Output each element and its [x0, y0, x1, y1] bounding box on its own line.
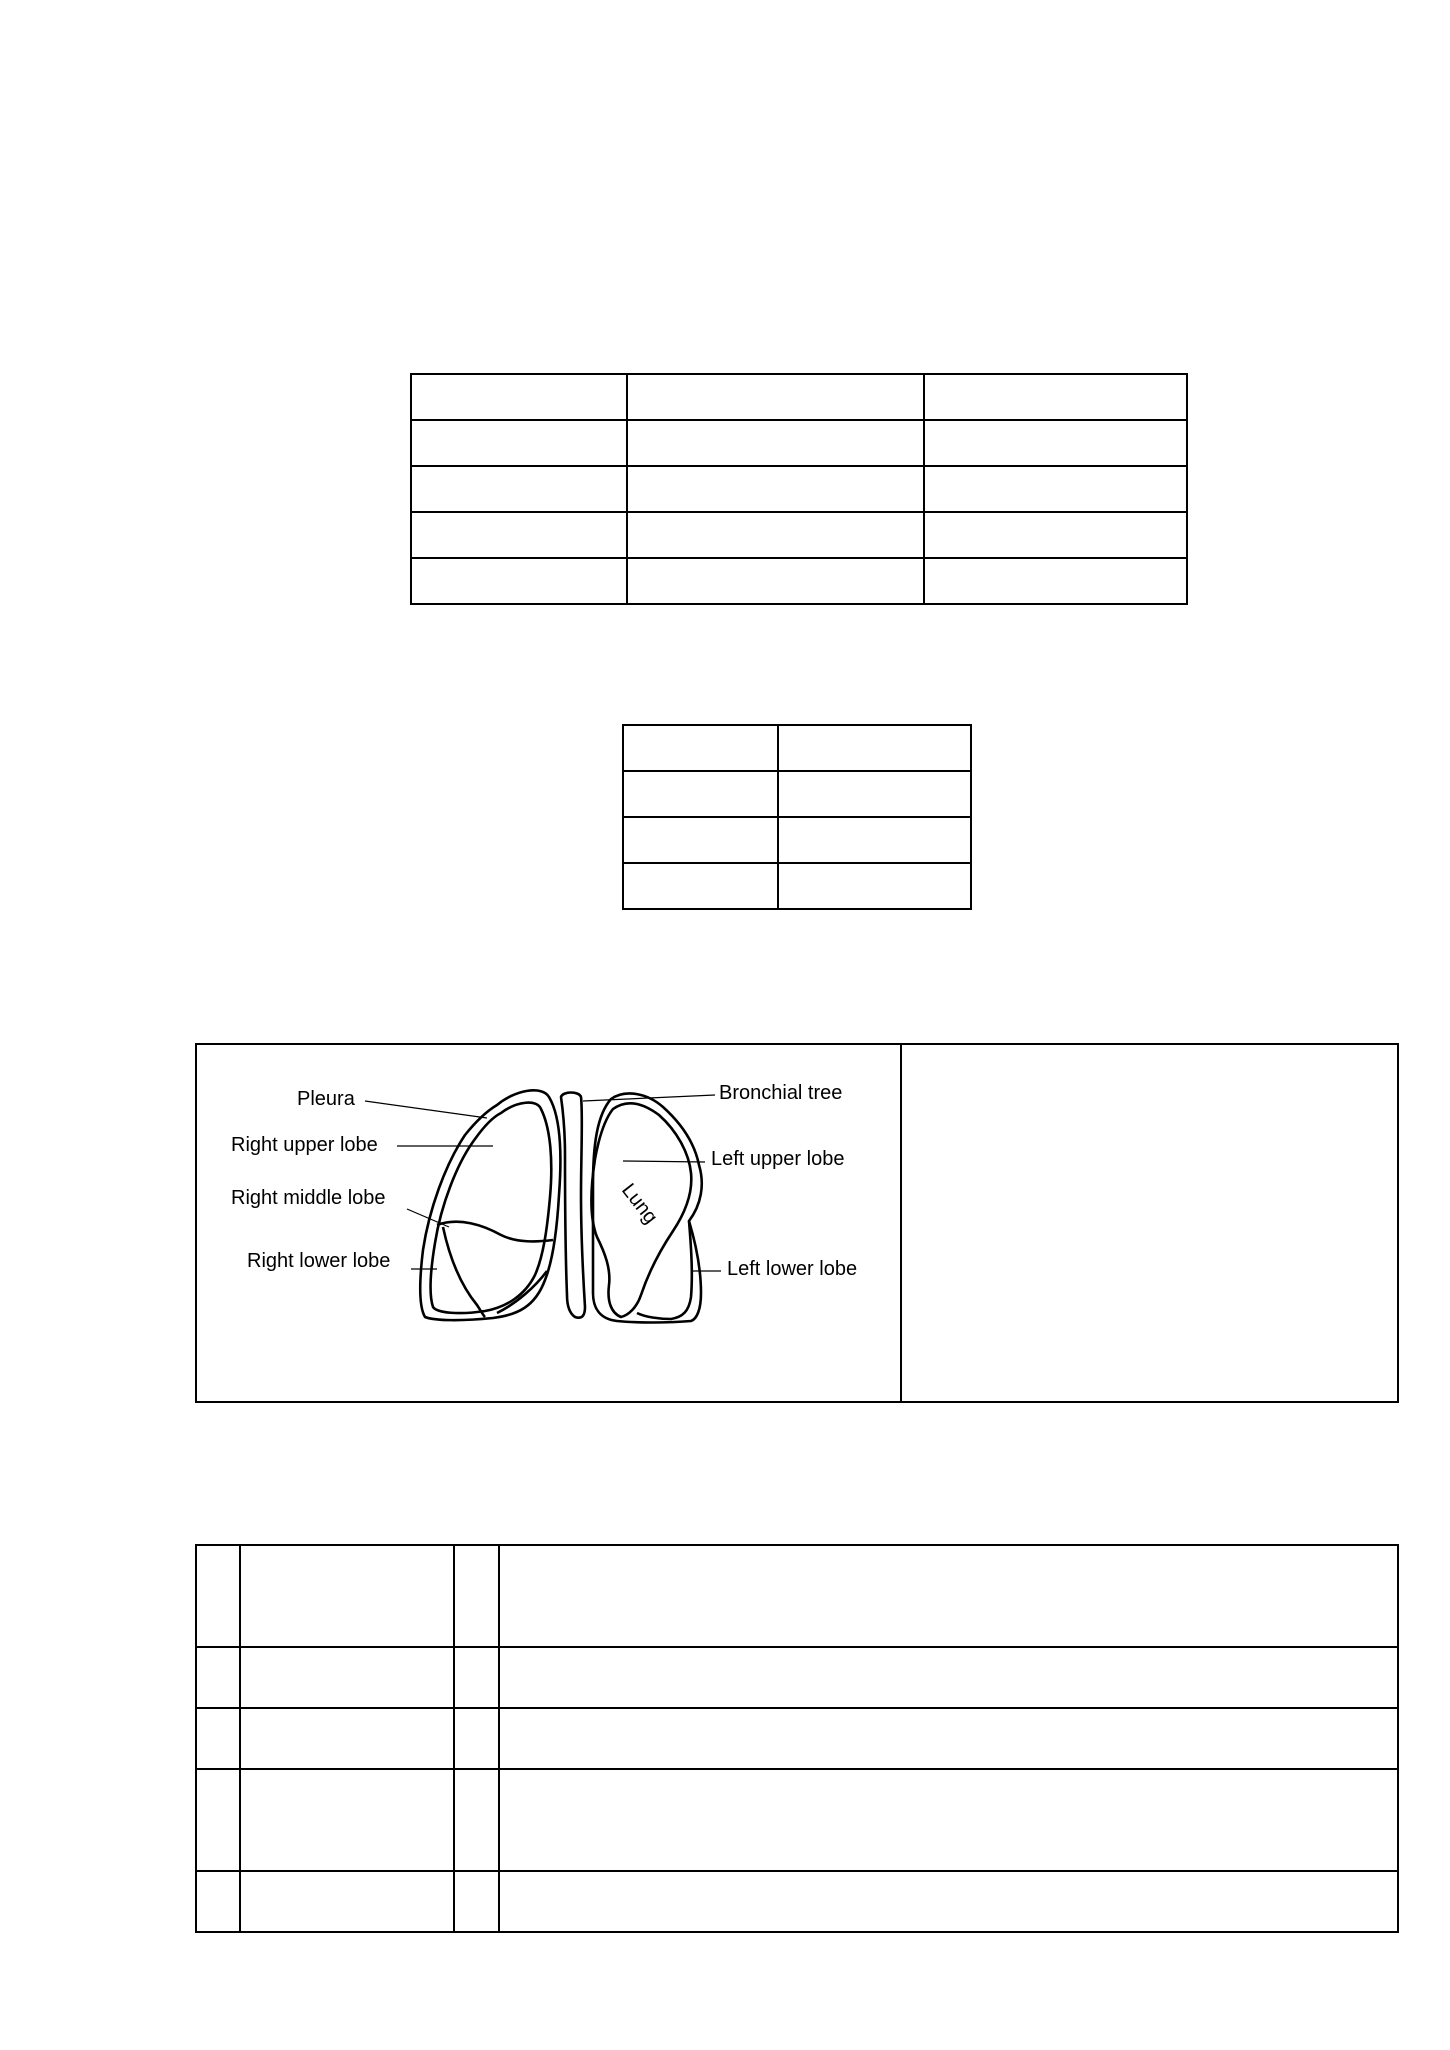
table-cell — [623, 771, 778, 817]
table-cell — [411, 374, 627, 420]
left-lower-lobe-label: Left lower lobe — [727, 1258, 858, 1280]
table-cell — [196, 1769, 240, 1871]
table-cell — [196, 1545, 240, 1647]
table-row — [623, 863, 971, 909]
table-cell — [623, 817, 778, 863]
table-row — [411, 512, 1187, 558]
table-cell — [454, 1708, 500, 1769]
table-cell — [627, 512, 923, 558]
table-cell — [196, 1647, 240, 1708]
table-cell — [240, 1545, 454, 1647]
table-cell — [924, 374, 1187, 420]
blank-table-b — [622, 724, 972, 910]
table-cell — [499, 1708, 1398, 1769]
right-pleura-outline — [420, 1090, 560, 1320]
table-cell — [499, 1647, 1398, 1708]
left-upper-lobe-label: Left upper lobe — [711, 1148, 845, 1170]
right-middle-lobe-label: Right middle lobe — [231, 1187, 386, 1209]
oblique-fissure — [443, 1227, 485, 1317]
right-lower-lobe-label: Right lower lobe — [247, 1250, 391, 1272]
table-cell — [627, 558, 923, 604]
table-row — [623, 725, 971, 771]
table-cell — [627, 420, 923, 466]
table-cell — [499, 1769, 1398, 1871]
table-cell — [196, 1871, 240, 1932]
table-row — [196, 1769, 1398, 1871]
table-cell — [778, 863, 971, 909]
table-cell — [924, 512, 1187, 558]
table-cell — [240, 1871, 454, 1932]
blank-table-a — [410, 373, 1188, 605]
table-row — [196, 1708, 1398, 1769]
table-row — [196, 1871, 1398, 1932]
table-cell — [454, 1871, 500, 1932]
table-cell — [196, 1708, 240, 1769]
right-upper-lobe-label: Right upper lobe — [231, 1134, 378, 1156]
table-cell — [454, 1769, 500, 1871]
left-lower-lobe-edge — [637, 1221, 692, 1319]
table-row — [196, 1545, 1398, 1647]
table-row — [411, 420, 1187, 466]
lung-diagram-svg — [197, 1045, 900, 1401]
table-cell — [627, 374, 923, 420]
table-cell — [623, 725, 778, 771]
table-row — [623, 817, 971, 863]
pleura-label: Pleura — [297, 1088, 355, 1110]
table-cell — [240, 1708, 454, 1769]
table-row — [411, 374, 1187, 420]
table-cell — [778, 725, 971, 771]
horizontal-fissure — [437, 1222, 553, 1242]
lung-label: Lung — [617, 1179, 662, 1229]
table-cell — [240, 1647, 454, 1708]
table-cell — [411, 420, 627, 466]
table-cell — [924, 420, 1187, 466]
table-row — [411, 466, 1187, 512]
bronchial-tree-label: Bronchial tree — [719, 1082, 843, 1104]
table-cell — [454, 1545, 500, 1647]
table-row — [623, 771, 971, 817]
pleura-leader — [365, 1101, 487, 1118]
table-cell — [778, 817, 971, 863]
table-cell — [240, 1769, 454, 1871]
table-cell — [924, 558, 1187, 604]
table-cell — [627, 466, 923, 512]
blank-table-c — [195, 1544, 1399, 1933]
table-row — [196, 1647, 1398, 1708]
table-cell — [411, 558, 627, 604]
right-lung-outline — [431, 1103, 552, 1313]
table-cell — [778, 771, 971, 817]
table-cell — [454, 1647, 500, 1708]
trachea-outline — [561, 1093, 585, 1318]
table-cell — [499, 1545, 1398, 1647]
bronchial-tree-leader — [583, 1095, 715, 1101]
table-cell — [924, 466, 1187, 512]
lung-diagram-box — [195, 1043, 1399, 1403]
box-divider — [900, 1045, 902, 1401]
table-cell — [623, 863, 778, 909]
table-cell — [411, 466, 627, 512]
left-upper-lobe-leader — [623, 1161, 705, 1162]
table-row — [411, 558, 1187, 604]
table-cell — [411, 512, 627, 558]
table-cell — [499, 1871, 1398, 1932]
